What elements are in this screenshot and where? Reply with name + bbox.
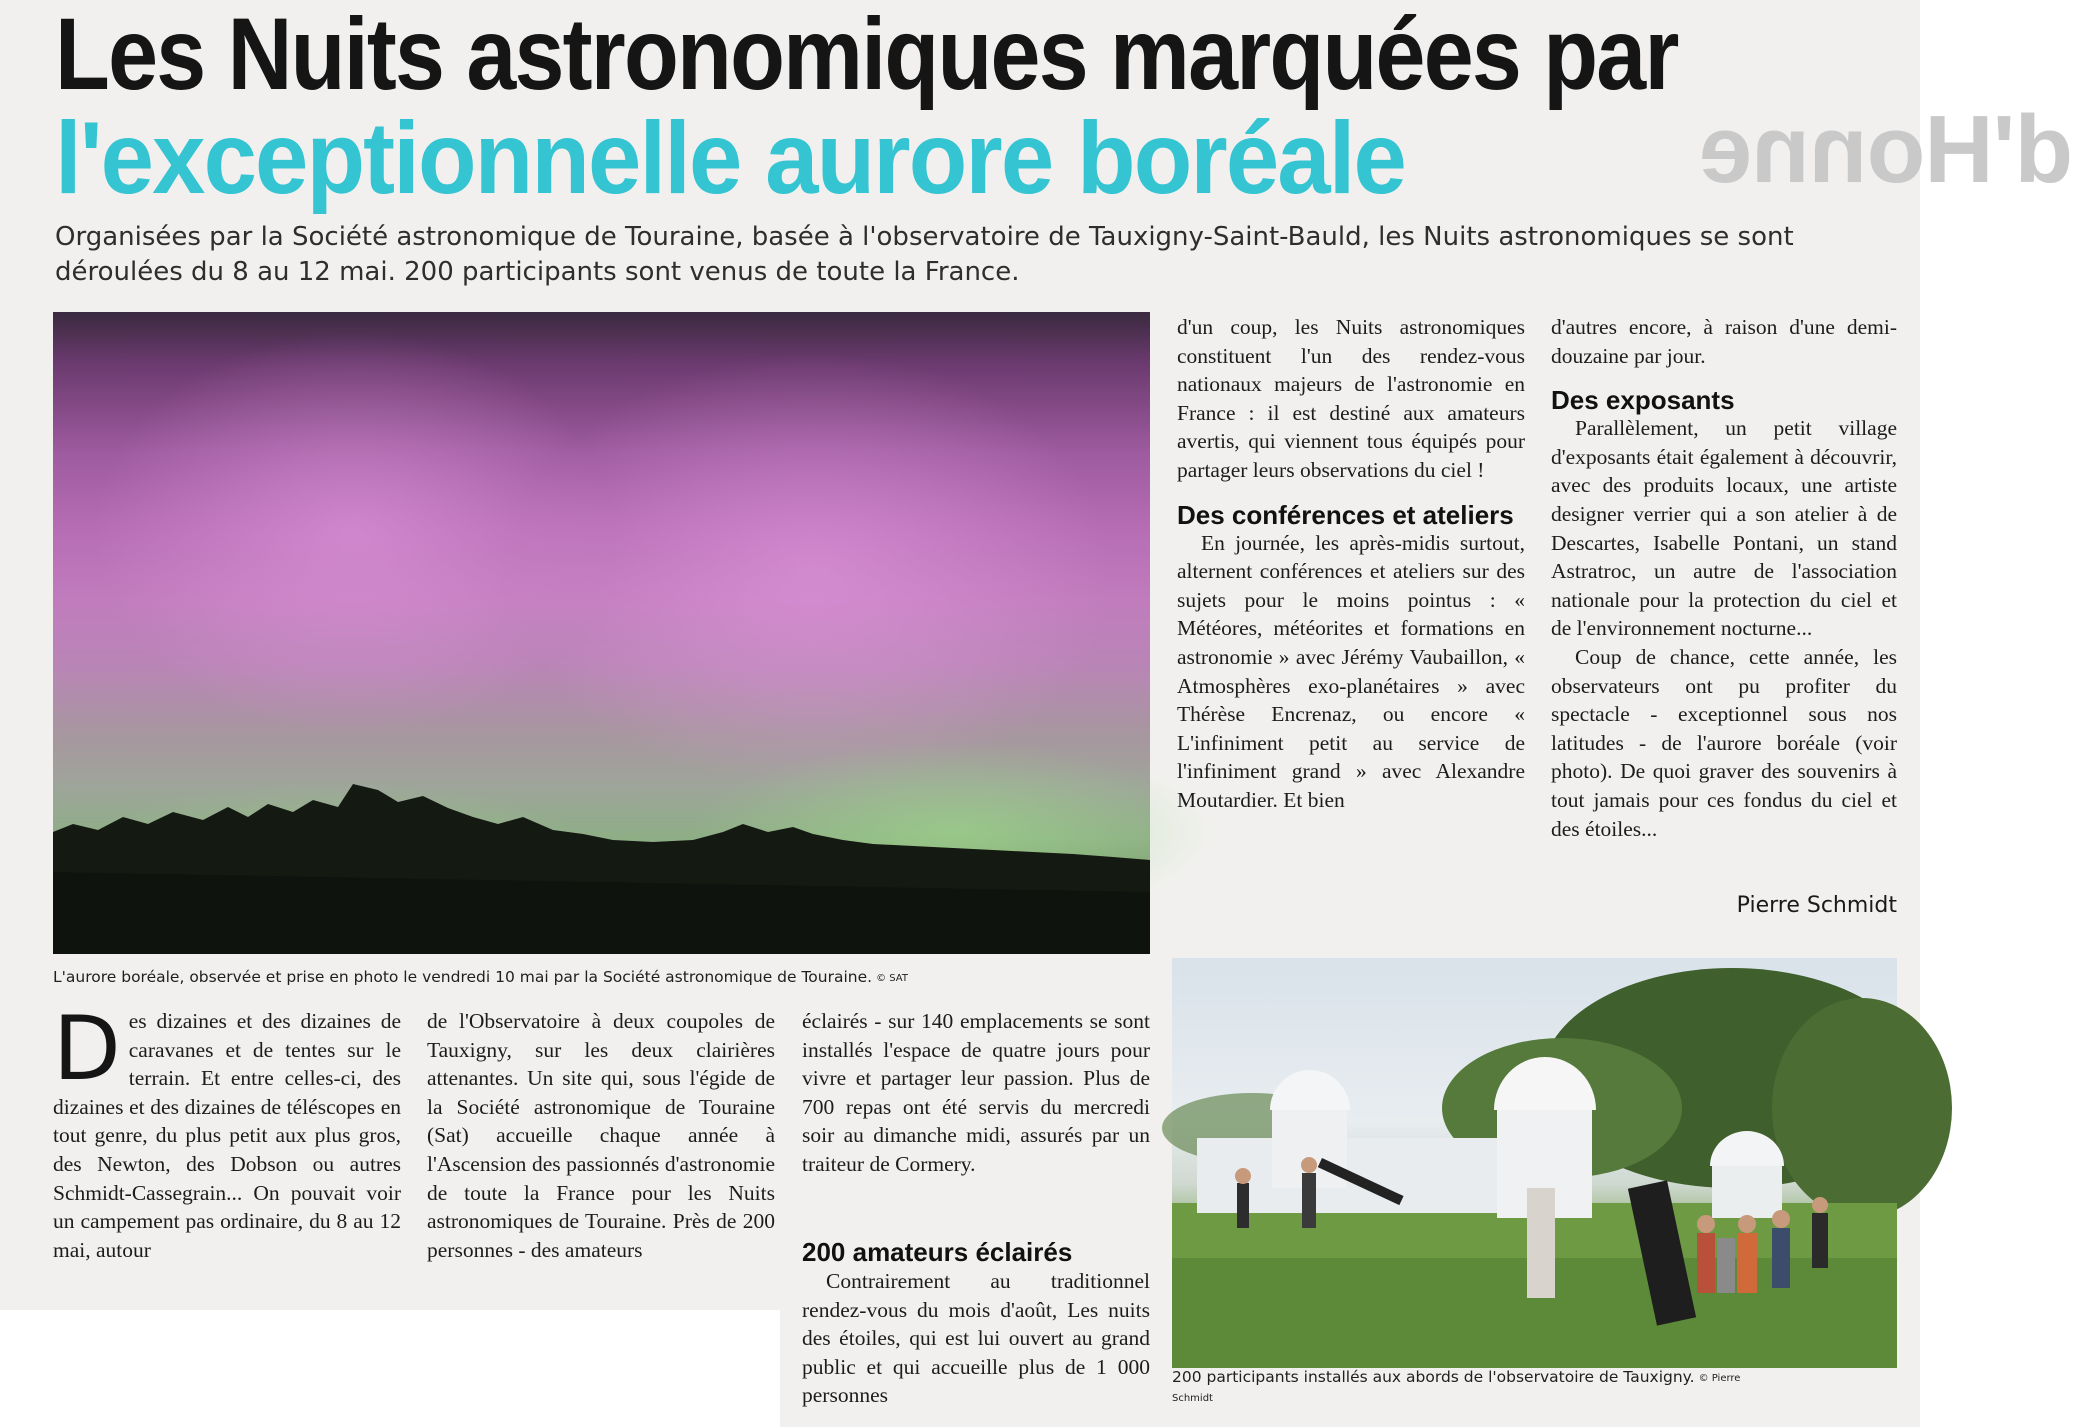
column-b-paragraph-1: d'autres encore, à raison d'une demi-douzaine par jour. (1551, 315, 1897, 368)
headline-line-1: Les Nuits astronomiques marquées par (55, 0, 1678, 111)
column-a-paragraph-1: d'un coup, les Nuits astronomiques constituent l'un des rendez-vous nationaux majeurs de l'astronomie en France : il est destiné aux amateurs avertis, qui viennent tous équipés pour partager leurs observations du ciel ! (1177, 315, 1525, 482)
subhead-exposants: Des exposants (1551, 385, 1735, 416)
observatory-photo-credit: © Pierre (1698, 1373, 1741, 1384)
subhead-amateurs-eclaires: 200 amateurs éclairés (802, 1237, 1073, 1267)
column-d-paragraph: de l'Observatoire à deux coupoles de Tauxigny, sur les deux clairières attenantes. Un site qui, sous l'égide de la Société astronomique de Touraine (Sat) accueille chaque année à l'Ascension des passionnés d'astronomie de toute la France pour les Nuits astronomiques de Touraine. Près de 200 personnes - des amateurs (427, 1009, 775, 1262)
aurora-photo-credit: © SAT (876, 973, 908, 984)
column-d (427, 1007, 775, 1264)
column-a (1177, 313, 1525, 815)
observatory-caption-text: 200 participants installés aux abords de l'observatoire de Tauxigny. (1172, 1368, 1695, 1386)
column-b-paragraph-2: Parallèlement, un petit village d'exposants était également à découvrir, avec des produits locaux, une artiste designer verrier qui a son atelier à de Descartes, Isabelle Pontani, un stand Astratroc, un autre de l'association nationale pour la protection du ciel et de l'environnement nocturne... (1551, 416, 1897, 641)
column-b-paragraph-3: Coup de chance, cette année, les observateurs ont pu profiter du spectacle - exceptionnel sous nos latitudes - de l'aurore boréale (voir photo). De quoi graver des souvenirs à tout jamais pour ces fondus du ciel et des étoiles... (1551, 644, 1897, 841)
column-e-paragraph: éclairés - sur 140 emplacements se sont installés l'espace de quatre jours pour vivre et partager leur passion. Plus de 700 repas ont été servis du mercredi soir au dimanche midi, assurés par un traiteur de Cormery. (802, 1009, 1150, 1176)
byline: Pierre Schmidt (1736, 893, 1897, 918)
observatory-illustration (1172, 958, 1897, 1368)
column-a-paragraph-2: En journée, les après-midis surtout, alternent conférences et ateliers sur des sujets pour le moins pointus : « Météores, météorites et formations en astronomie » avec Jérémy Vaubaillon, « Atmosphères exo-planétaires » avec Thérèse Encrenaz, ou encore « L'infiniment petit au service de l'infiniment grand » avec Alexandre Moutardier. Et bien (1177, 530, 1525, 812)
drop-cap: D (53, 997, 121, 1100)
aurora-photo (53, 312, 1150, 954)
bleed-through-text: d'Honne (1700, 96, 2073, 203)
column-c-text: es dizaines et des dizaines de caravanes et de tentes sur le terrain. Et entre celles-ci, des dizaines et des dizaines de téléscopes en tout genre, du plus petit aux plus gros, des Newton, des Dobson ou autres Schmidt-Cassegrain... On pouvait voir un campement pas ordinaire, du 8 au 12 mai, autour (53, 1009, 401, 1262)
column-e (802, 1007, 1150, 1179)
observatory-photo-credit-continued: Schmidt (1172, 1393, 1213, 1404)
standfirst: Organisées par la Société astronomique de Touraine, basée à l'observatoire de Tauxigny-Saint-Bauld, les Nuits astronomiques se sont déroulées du 8 au 12 mai. 200 participants sont venus de toute la France. (55, 222, 1794, 287)
aurora-illustration (53, 312, 1150, 954)
headline-line-2: l'exceptionnelle aurore boréale (55, 101, 1405, 215)
column-f (802, 1267, 1150, 1410)
column-f-paragraph: Contrairement au traditionnel rendez-vous du mois d'août, Les nuits des étoiles, qui est lui ouvert au grand public et qui accueille plus de 1 000 personnes (802, 1269, 1150, 1408)
column-c-paragraph (53, 997, 401, 1264)
observatory-photo (1172, 958, 1897, 1368)
aurora-caption-text: L'aurore boréale, observée et prise en photo le vendredi 10 mai par la Société astronomique de Touraine. (53, 968, 873, 986)
column-c (53, 997, 401, 1264)
observatory-photo-caption (1172, 1368, 1740, 1386)
subhead-conferences: Des conférences et ateliers (1177, 499, 1514, 530)
aurora-photo-caption (53, 968, 908, 986)
column-b (1551, 313, 1897, 843)
